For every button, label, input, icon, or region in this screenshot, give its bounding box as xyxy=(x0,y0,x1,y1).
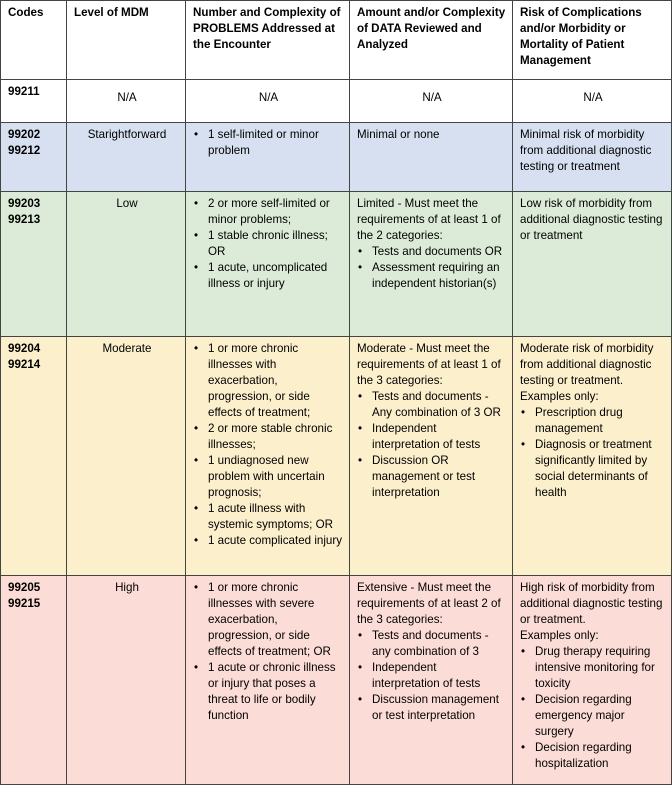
header-codes: Codes xyxy=(1,1,67,80)
list-item: • Assessment requiring an independent historian(s) xyxy=(357,260,507,292)
level-cell: N/A xyxy=(67,80,186,123)
list-item: • 1 or more chronic illnesses with exacerbation, progression, or side effects of treatment; xyxy=(193,341,344,421)
problems-cell xyxy=(186,576,350,785)
problems-cell: N/A xyxy=(186,80,350,123)
code: 99203 xyxy=(8,197,41,210)
data-cell xyxy=(350,337,513,576)
list-item: • Prescription drug management xyxy=(520,405,666,437)
risk-cell: N/A xyxy=(513,80,672,123)
level-cell: Moderate xyxy=(67,337,186,576)
list-item: • Decision regarding hospitalization xyxy=(520,740,666,772)
list-item: • Decision regarding emergency major surgery xyxy=(520,692,666,740)
list-item: • 1 self-limited or minor problem xyxy=(193,127,344,159)
list-item: • Diagnosis or treatment significantly limited by social determinants of health xyxy=(520,437,666,501)
code: 99214 xyxy=(8,358,41,371)
list-item: • Tests and documents - any combination of 3 xyxy=(357,628,507,660)
list-item: • 1 acute complicated injury xyxy=(193,533,344,549)
table-row xyxy=(1,80,672,123)
list-item: • 1 acute illness with systemic symptoms; OR xyxy=(193,501,344,533)
risk-cell: Minimal risk of morbidity from additional diagnostic testing or treatment xyxy=(513,123,672,192)
code: 99215 xyxy=(8,597,41,610)
data-intro: Extensive - Must meet the requirements of at least 2 of the 3 categories: xyxy=(357,581,501,626)
list-item: • 1 stable chronic illness; OR xyxy=(193,228,344,260)
list-item: • 2 or more self-limited or minor problems; xyxy=(193,196,344,228)
codes-cell xyxy=(1,576,67,785)
code: 99211 xyxy=(8,85,40,98)
risk-cell: Low risk of morbidity from additional diagnostic testing or treatment xyxy=(513,192,672,337)
code: 99204 xyxy=(8,342,41,355)
header-data: Amount and/or Complexity of DATA Reviewed and Analyzed xyxy=(350,1,513,80)
list-item: • Independent interpretation of tests xyxy=(357,660,507,692)
risk-intro: Moderate risk of morbidity from additional diagnostic testing or treatment. Examples only: xyxy=(520,342,654,403)
code: 99202 xyxy=(8,128,41,141)
code: 99205 xyxy=(8,581,41,594)
table-row xyxy=(1,576,672,785)
table-row xyxy=(1,337,672,576)
data-cell xyxy=(350,576,513,785)
header-level: Level of MDM xyxy=(67,1,186,80)
table-row xyxy=(1,123,672,192)
list-item: • Tests and documents - Any combination of 3 OR xyxy=(357,389,507,421)
list-item: • Independent interpretation of tests xyxy=(357,421,507,453)
codes-cell xyxy=(1,337,67,576)
problems-cell xyxy=(186,123,350,192)
list-item: • 1 undiagnosed new problem with uncertain prognosis; xyxy=(193,453,344,501)
list-item: • Tests and documents OR xyxy=(357,244,507,260)
table-row xyxy=(1,192,672,337)
list-item: • Discussion management or test interpretation xyxy=(357,692,507,724)
codes-cell xyxy=(1,80,67,123)
header-problems: Number and Complexity of PROBLEMS Addressed at the Encounter xyxy=(186,1,350,80)
list-item: • 1 or more chronic illnesses with severe exacerbation, progression, or side effects of treatment; OR xyxy=(193,580,344,660)
code: 99212 xyxy=(8,144,41,157)
risk-cell xyxy=(513,576,672,785)
risk-examples-label: Examples only: xyxy=(520,629,599,642)
problems-cell xyxy=(186,192,350,337)
problems-cell xyxy=(186,337,350,576)
code: 99213 xyxy=(8,213,41,226)
list-item: • 1 acute or chronic illness or injury that poses a threat to life or bodily function xyxy=(193,660,344,724)
risk-cell xyxy=(513,337,672,576)
codes-cell xyxy=(1,192,67,337)
header-row xyxy=(1,1,672,80)
codes-cell xyxy=(1,123,67,192)
data-intro: Limited - Must meet the requirements of at least 1 of the 2 categories: xyxy=(357,197,501,242)
risk-intro: High risk of morbidity from additional diagnostic testing or treatment. xyxy=(520,581,663,626)
list-item: • 1 acute, uncomplicated illness or injury xyxy=(193,260,344,292)
list-item: • Discussion OR management or test interpretation xyxy=(357,453,507,501)
level-cell: High xyxy=(67,576,186,785)
data-cell: N/A xyxy=(350,80,513,123)
list-item: • 2 or more stable chronic illnesses; xyxy=(193,421,344,453)
list-item: • Drug therapy requiring intensive monitoring for toxicity xyxy=(520,644,666,692)
data-intro: Moderate - Must meet the requirements of at least 1 of the 3 categories: xyxy=(357,342,501,387)
header-risk: Risk of Complications and/or Morbidity or Mortality of Patient Management xyxy=(513,1,672,80)
level-cell: Starightforward xyxy=(67,123,186,192)
level-cell: Low xyxy=(67,192,186,337)
data-cell: Minimal or none xyxy=(350,123,513,192)
data-cell xyxy=(350,192,513,337)
